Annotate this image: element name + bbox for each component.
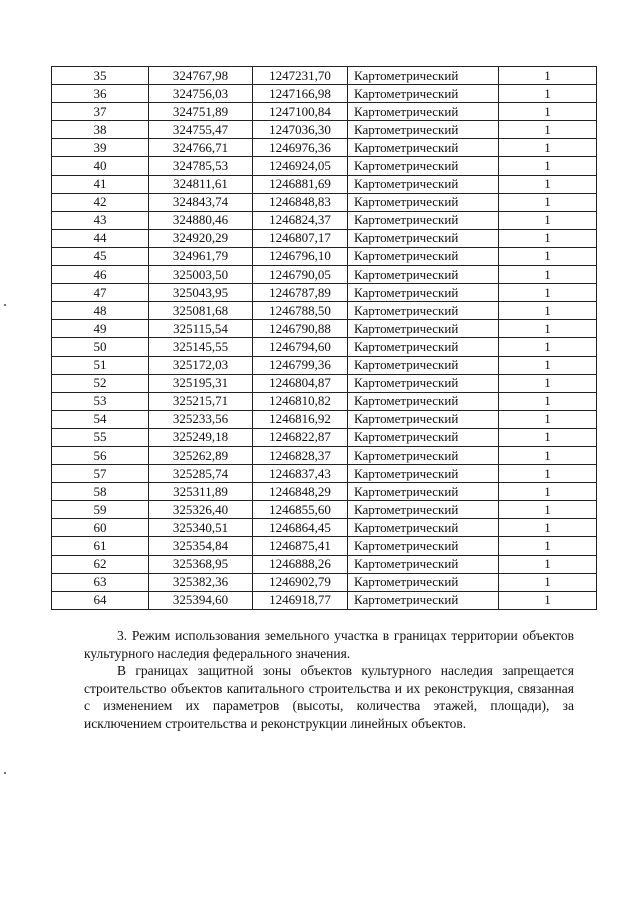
table-row xyxy=(52,175,597,193)
method-cell: Картометрический xyxy=(348,501,499,519)
y-coordinate-cell: 1246875,41 xyxy=(253,537,348,555)
accuracy-cell: 1 xyxy=(499,302,597,320)
table-row xyxy=(52,103,597,121)
method-cell: Картометрический xyxy=(348,139,499,157)
accuracy-cell: 1 xyxy=(499,392,597,410)
table-row xyxy=(52,266,597,284)
table-row xyxy=(52,121,597,139)
point-number-cell: 57 xyxy=(52,465,149,483)
point-number-cell: 62 xyxy=(52,555,149,573)
method-cell: Картометрический xyxy=(348,266,499,284)
accuracy-cell: 1 xyxy=(499,139,597,157)
point-number-cell: 54 xyxy=(52,410,149,428)
point-number-cell: 56 xyxy=(52,446,149,464)
x-coordinate-cell: 325115,54 xyxy=(149,320,253,338)
table-row xyxy=(52,465,597,483)
x-coordinate-cell: 324811,61 xyxy=(149,175,253,193)
accuracy-cell: 1 xyxy=(499,157,597,175)
accuracy-cell: 1 xyxy=(499,229,597,247)
table-row xyxy=(52,247,597,265)
y-coordinate-cell: 1246837,43 xyxy=(253,465,348,483)
method-cell: Картометрический xyxy=(348,555,499,573)
x-coordinate-cell: 324920,29 xyxy=(149,229,253,247)
method-cell: Картометрический xyxy=(348,410,499,428)
table-row xyxy=(52,446,597,464)
point-number-cell: 43 xyxy=(52,211,149,229)
method-cell: Картометрический xyxy=(348,428,499,446)
point-number-cell: 45 xyxy=(52,247,149,265)
table-row xyxy=(52,320,597,338)
method-cell: Картометрический xyxy=(348,446,499,464)
accuracy-cell: 1 xyxy=(499,320,597,338)
x-coordinate-cell: 324755,47 xyxy=(149,121,253,139)
x-coordinate-cell: 325215,71 xyxy=(149,392,253,410)
method-cell: Картометрический xyxy=(348,247,499,265)
method-cell: Картометрический xyxy=(348,465,499,483)
table-row xyxy=(52,374,597,392)
accuracy-cell: 1 xyxy=(499,103,597,121)
x-coordinate-cell: 325382,36 xyxy=(149,573,253,591)
y-coordinate-cell: 1246918,77 xyxy=(253,591,348,609)
table-row xyxy=(52,302,597,320)
y-coordinate-cell: 1246902,79 xyxy=(253,573,348,591)
method-cell: Картометрический xyxy=(348,121,499,139)
accuracy-cell: 1 xyxy=(499,67,597,85)
point-number-cell: 58 xyxy=(52,483,149,501)
x-coordinate-cell: 324961,79 xyxy=(149,247,253,265)
table-row xyxy=(52,428,597,446)
method-cell: Картометрический xyxy=(348,519,499,537)
point-number-cell: 40 xyxy=(52,157,149,175)
x-coordinate-cell: 325145,55 xyxy=(149,338,253,356)
table-row xyxy=(52,410,597,428)
table-row xyxy=(52,193,597,211)
accuracy-cell: 1 xyxy=(499,573,597,591)
section-3-text xyxy=(84,627,574,732)
accuracy-cell: 1 xyxy=(499,193,597,211)
method-cell: Картометрический xyxy=(348,157,499,175)
x-coordinate-cell: 325172,03 xyxy=(149,356,253,374)
x-coordinate-cell: 325394,60 xyxy=(149,591,253,609)
accuracy-cell: 1 xyxy=(499,85,597,103)
x-coordinate-cell: 324785,53 xyxy=(149,157,253,175)
method-cell: Картометрический xyxy=(348,85,499,103)
accuracy-cell: 1 xyxy=(499,483,597,501)
table-row xyxy=(52,501,597,519)
point-number-cell: 48 xyxy=(52,302,149,320)
x-coordinate-cell: 325249,18 xyxy=(149,428,253,446)
y-coordinate-cell: 1246810,82 xyxy=(253,392,348,410)
table-row xyxy=(52,284,597,302)
table-row xyxy=(52,211,597,229)
method-cell: Картометрический xyxy=(348,392,499,410)
point-number-cell: 46 xyxy=(52,266,149,284)
x-coordinate-cell: 325262,89 xyxy=(149,446,253,464)
point-number-cell: 64 xyxy=(52,591,149,609)
x-coordinate-cell: 325326,40 xyxy=(149,501,253,519)
method-cell: Картометрический xyxy=(348,193,499,211)
method-cell: Картометрический xyxy=(348,338,499,356)
x-coordinate-cell: 325043,95 xyxy=(149,284,253,302)
accuracy-cell: 1 xyxy=(499,247,597,265)
y-coordinate-cell: 1247036,30 xyxy=(253,121,348,139)
method-cell: Картометрический xyxy=(348,356,499,374)
accuracy-cell: 1 xyxy=(499,356,597,374)
point-number-cell: 37 xyxy=(52,103,149,121)
table-row xyxy=(52,573,597,591)
scan-margin-mark xyxy=(4,772,6,774)
x-coordinate-cell: 325285,74 xyxy=(149,465,253,483)
accuracy-cell: 1 xyxy=(499,537,597,555)
method-cell: Картометрический xyxy=(348,211,499,229)
method-cell: Картометрический xyxy=(348,537,499,555)
accuracy-cell: 1 xyxy=(499,121,597,139)
table-row xyxy=(52,555,597,573)
method-cell: Картометрический xyxy=(348,284,499,302)
point-number-cell: 35 xyxy=(52,67,149,85)
y-coordinate-cell: 1246799,36 xyxy=(253,356,348,374)
table-row xyxy=(52,338,597,356)
accuracy-cell: 1 xyxy=(499,428,597,446)
coordinates-table-body xyxy=(52,67,597,610)
y-coordinate-cell: 1246794,60 xyxy=(253,338,348,356)
point-number-cell: 52 xyxy=(52,374,149,392)
y-coordinate-cell: 1247166,98 xyxy=(253,85,348,103)
point-number-cell: 39 xyxy=(52,139,149,157)
scan-margin-mark xyxy=(4,304,6,306)
y-coordinate-cell: 1246924,05 xyxy=(253,157,348,175)
x-coordinate-cell: 324756,03 xyxy=(149,85,253,103)
x-coordinate-cell: 324880,46 xyxy=(149,211,253,229)
y-coordinate-cell: 1246864,45 xyxy=(253,519,348,537)
y-coordinate-cell: 1246796,10 xyxy=(253,247,348,265)
point-number-cell: 51 xyxy=(52,356,149,374)
table-row xyxy=(52,519,597,537)
method-cell: Картометрический xyxy=(348,483,499,501)
method-cell: Картометрический xyxy=(348,591,499,609)
y-coordinate-cell: 1246822,87 xyxy=(253,428,348,446)
point-number-cell: 53 xyxy=(52,392,149,410)
x-coordinate-cell: 324766,71 xyxy=(149,139,253,157)
x-coordinate-cell: 325081,68 xyxy=(149,302,253,320)
accuracy-cell: 1 xyxy=(499,591,597,609)
method-cell: Картометрический xyxy=(348,320,499,338)
y-coordinate-cell: 1246848,83 xyxy=(253,193,348,211)
accuracy-cell: 1 xyxy=(499,465,597,483)
accuracy-cell: 1 xyxy=(499,501,597,519)
point-number-cell: 63 xyxy=(52,573,149,591)
y-coordinate-cell: 1246788,50 xyxy=(253,302,348,320)
y-coordinate-cell: 1246888,26 xyxy=(253,555,348,573)
point-number-cell: 59 xyxy=(52,501,149,519)
point-number-cell: 36 xyxy=(52,85,149,103)
x-coordinate-cell: 325003,50 xyxy=(149,266,253,284)
method-cell: Картометрический xyxy=(348,175,499,193)
accuracy-cell: 1 xyxy=(499,555,597,573)
table-row xyxy=(52,356,597,374)
method-cell: Картометрический xyxy=(348,302,499,320)
table-row xyxy=(52,139,597,157)
y-coordinate-cell: 1246828,37 xyxy=(253,446,348,464)
x-coordinate-cell: 325311,89 xyxy=(149,483,253,501)
method-cell: Картометрический xyxy=(348,573,499,591)
x-coordinate-cell: 325233,56 xyxy=(149,410,253,428)
table-row xyxy=(52,537,597,555)
point-number-cell: 38 xyxy=(52,121,149,139)
x-coordinate-cell: 324751,89 xyxy=(149,103,253,121)
point-number-cell: 61 xyxy=(52,537,149,555)
x-coordinate-cell: 325195,31 xyxy=(149,374,253,392)
y-coordinate-cell: 1246787,89 xyxy=(253,284,348,302)
y-coordinate-cell: 1246824,37 xyxy=(253,211,348,229)
accuracy-cell: 1 xyxy=(499,519,597,537)
method-cell: Картометрический xyxy=(348,67,499,85)
method-cell: Картометрический xyxy=(348,103,499,121)
section-3-heading: 3. Режим использования земельного участка в границах территории объектов культурного наследия федерального значения. xyxy=(84,628,574,661)
y-coordinate-cell: 1246807,17 xyxy=(253,229,348,247)
y-coordinate-cell: 1246816,92 xyxy=(253,410,348,428)
point-number-cell: 44 xyxy=(52,229,149,247)
accuracy-cell: 1 xyxy=(499,175,597,193)
coordinates-table xyxy=(51,66,597,610)
point-number-cell: 47 xyxy=(52,284,149,302)
table-row xyxy=(52,392,597,410)
y-coordinate-cell: 1246790,05 xyxy=(253,266,348,284)
accuracy-cell: 1 xyxy=(499,374,597,392)
accuracy-cell: 1 xyxy=(499,410,597,428)
table-row xyxy=(52,229,597,247)
x-coordinate-cell: 325354,84 xyxy=(149,537,253,555)
method-cell: Картометрический xyxy=(348,374,499,392)
accuracy-cell: 1 xyxy=(499,284,597,302)
accuracy-cell: 1 xyxy=(499,266,597,284)
y-coordinate-cell: 1246790,88 xyxy=(253,320,348,338)
y-coordinate-cell: 1246848,29 xyxy=(253,483,348,501)
y-coordinate-cell: 1246804,87 xyxy=(253,374,348,392)
point-number-cell: 41 xyxy=(52,175,149,193)
point-number-cell: 55 xyxy=(52,428,149,446)
section-3-body: В границах защитной зоны объектов культурного наследия запрещается строительство объектов капитального строительства и их реконструкция, связанная с изменением их параметров (высоты, количества этажей, площади), за исключением строительства и реконструкции линейных объектов. xyxy=(84,663,574,731)
y-coordinate-cell: 1246976,36 xyxy=(253,139,348,157)
y-coordinate-cell: 1246855,60 xyxy=(253,501,348,519)
y-coordinate-cell: 1247231,70 xyxy=(253,67,348,85)
point-number-cell: 60 xyxy=(52,519,149,537)
table-row xyxy=(52,483,597,501)
x-coordinate-cell: 324767,98 xyxy=(149,67,253,85)
point-number-cell: 50 xyxy=(52,338,149,356)
y-coordinate-cell: 1247100,84 xyxy=(253,103,348,121)
accuracy-cell: 1 xyxy=(499,338,597,356)
accuracy-cell: 1 xyxy=(499,446,597,464)
table-row xyxy=(52,67,597,85)
table-row xyxy=(52,157,597,175)
x-coordinate-cell: 324843,74 xyxy=(149,193,253,211)
table-row xyxy=(52,591,597,609)
table-row xyxy=(52,85,597,103)
accuracy-cell: 1 xyxy=(499,211,597,229)
method-cell: Картометрический xyxy=(348,229,499,247)
x-coordinate-cell: 325368,95 xyxy=(149,555,253,573)
y-coordinate-cell: 1246881,69 xyxy=(253,175,348,193)
x-coordinate-cell: 325340,51 xyxy=(149,519,253,537)
point-number-cell: 42 xyxy=(52,193,149,211)
point-number-cell: 49 xyxy=(52,320,149,338)
